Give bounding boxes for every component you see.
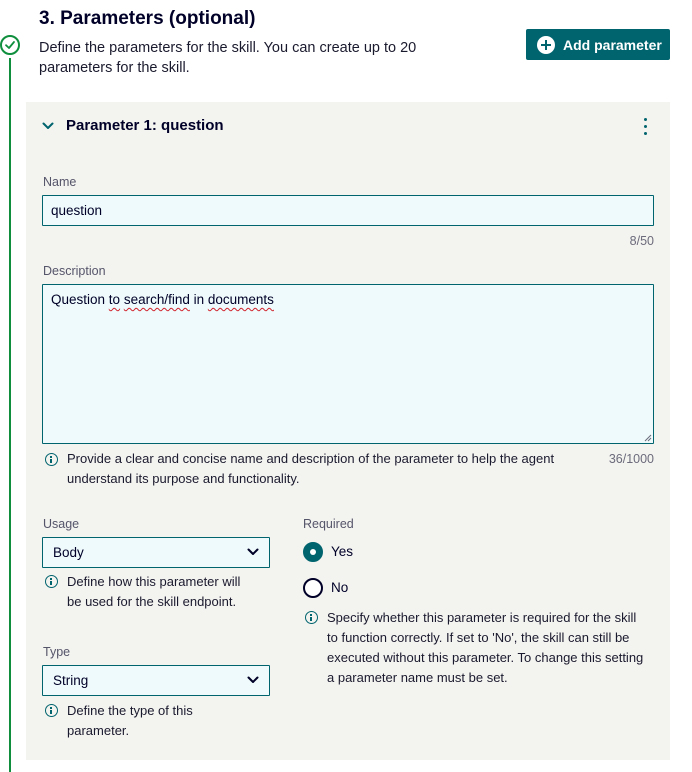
required-label: Required (303, 517, 354, 531)
info-icon (305, 611, 318, 624)
usage-selected-value: Body (53, 545, 84, 560)
type-help-text: Define the type of this parameter. (67, 703, 193, 738)
check-circle-icon (0, 35, 20, 55)
parameter-card (26, 102, 670, 760)
required-no-label: No (331, 580, 349, 595)
usage-label: Usage (43, 517, 80, 531)
plus-circle-icon (537, 36, 555, 54)
description-text-part: documents (207, 292, 274, 307)
required-help-text: Specify whether this parameter is required for the skill to function correctly. If set to 'No', the skill can still be executed without this parameter. To change this setting a parameter name must be set. (327, 610, 644, 685)
description-text-part: search/find (123, 292, 190, 307)
chevron-down-icon (247, 676, 259, 684)
info-icon (45, 453, 58, 466)
info-icon (45, 575, 58, 588)
section-description: Define the parameters for the skill. You can create up to 20 parameters for the skill. (39, 40, 417, 76)
description-textarea[interactable] (42, 284, 654, 444)
type-select[interactable] (42, 665, 270, 696)
parameter-title: Parameter 1: question (66, 117, 224, 134)
section-title: 3. Parameters (optional) (39, 8, 256, 29)
name-input[interactable]: question (42, 195, 654, 226)
description-char-counter: 36/1000 (608, 452, 654, 466)
description-label: Description (43, 264, 106, 278)
description-text-part: Question (51, 292, 109, 307)
usage-help-text: Define how this parameter will be used for the skill endpoint. (67, 574, 241, 609)
chevron-down-icon[interactable] (42, 121, 54, 131)
usage-select[interactable] (42, 537, 270, 568)
required-yes-label: Yes (331, 544, 354, 559)
description-help-text: Provide a clear and concise name and description of the parameter to help the agent understand its purpose and functionality. (67, 451, 555, 486)
required-yes-radio[interactable] (303, 542, 323, 562)
add-parameter-label: Add parameter (563, 36, 662, 53)
add-parameter-button[interactable] (526, 29, 670, 60)
more-vertical-icon[interactable] (639, 116, 651, 138)
type-label: Type (43, 645, 71, 659)
name-char-counter: 8/50 (629, 234, 654, 248)
required-no-radio[interactable] (303, 578, 323, 598)
info-icon (45, 704, 58, 717)
step-progress-line (9, 58, 11, 772)
name-label: Name (43, 175, 77, 189)
resize-handle-icon[interactable] (644, 434, 652, 442)
type-selected-value: String (53, 673, 89, 688)
chevron-down-icon (247, 548, 259, 556)
description-text-part: to (108, 292, 121, 307)
description-text-part: in (189, 292, 208, 307)
